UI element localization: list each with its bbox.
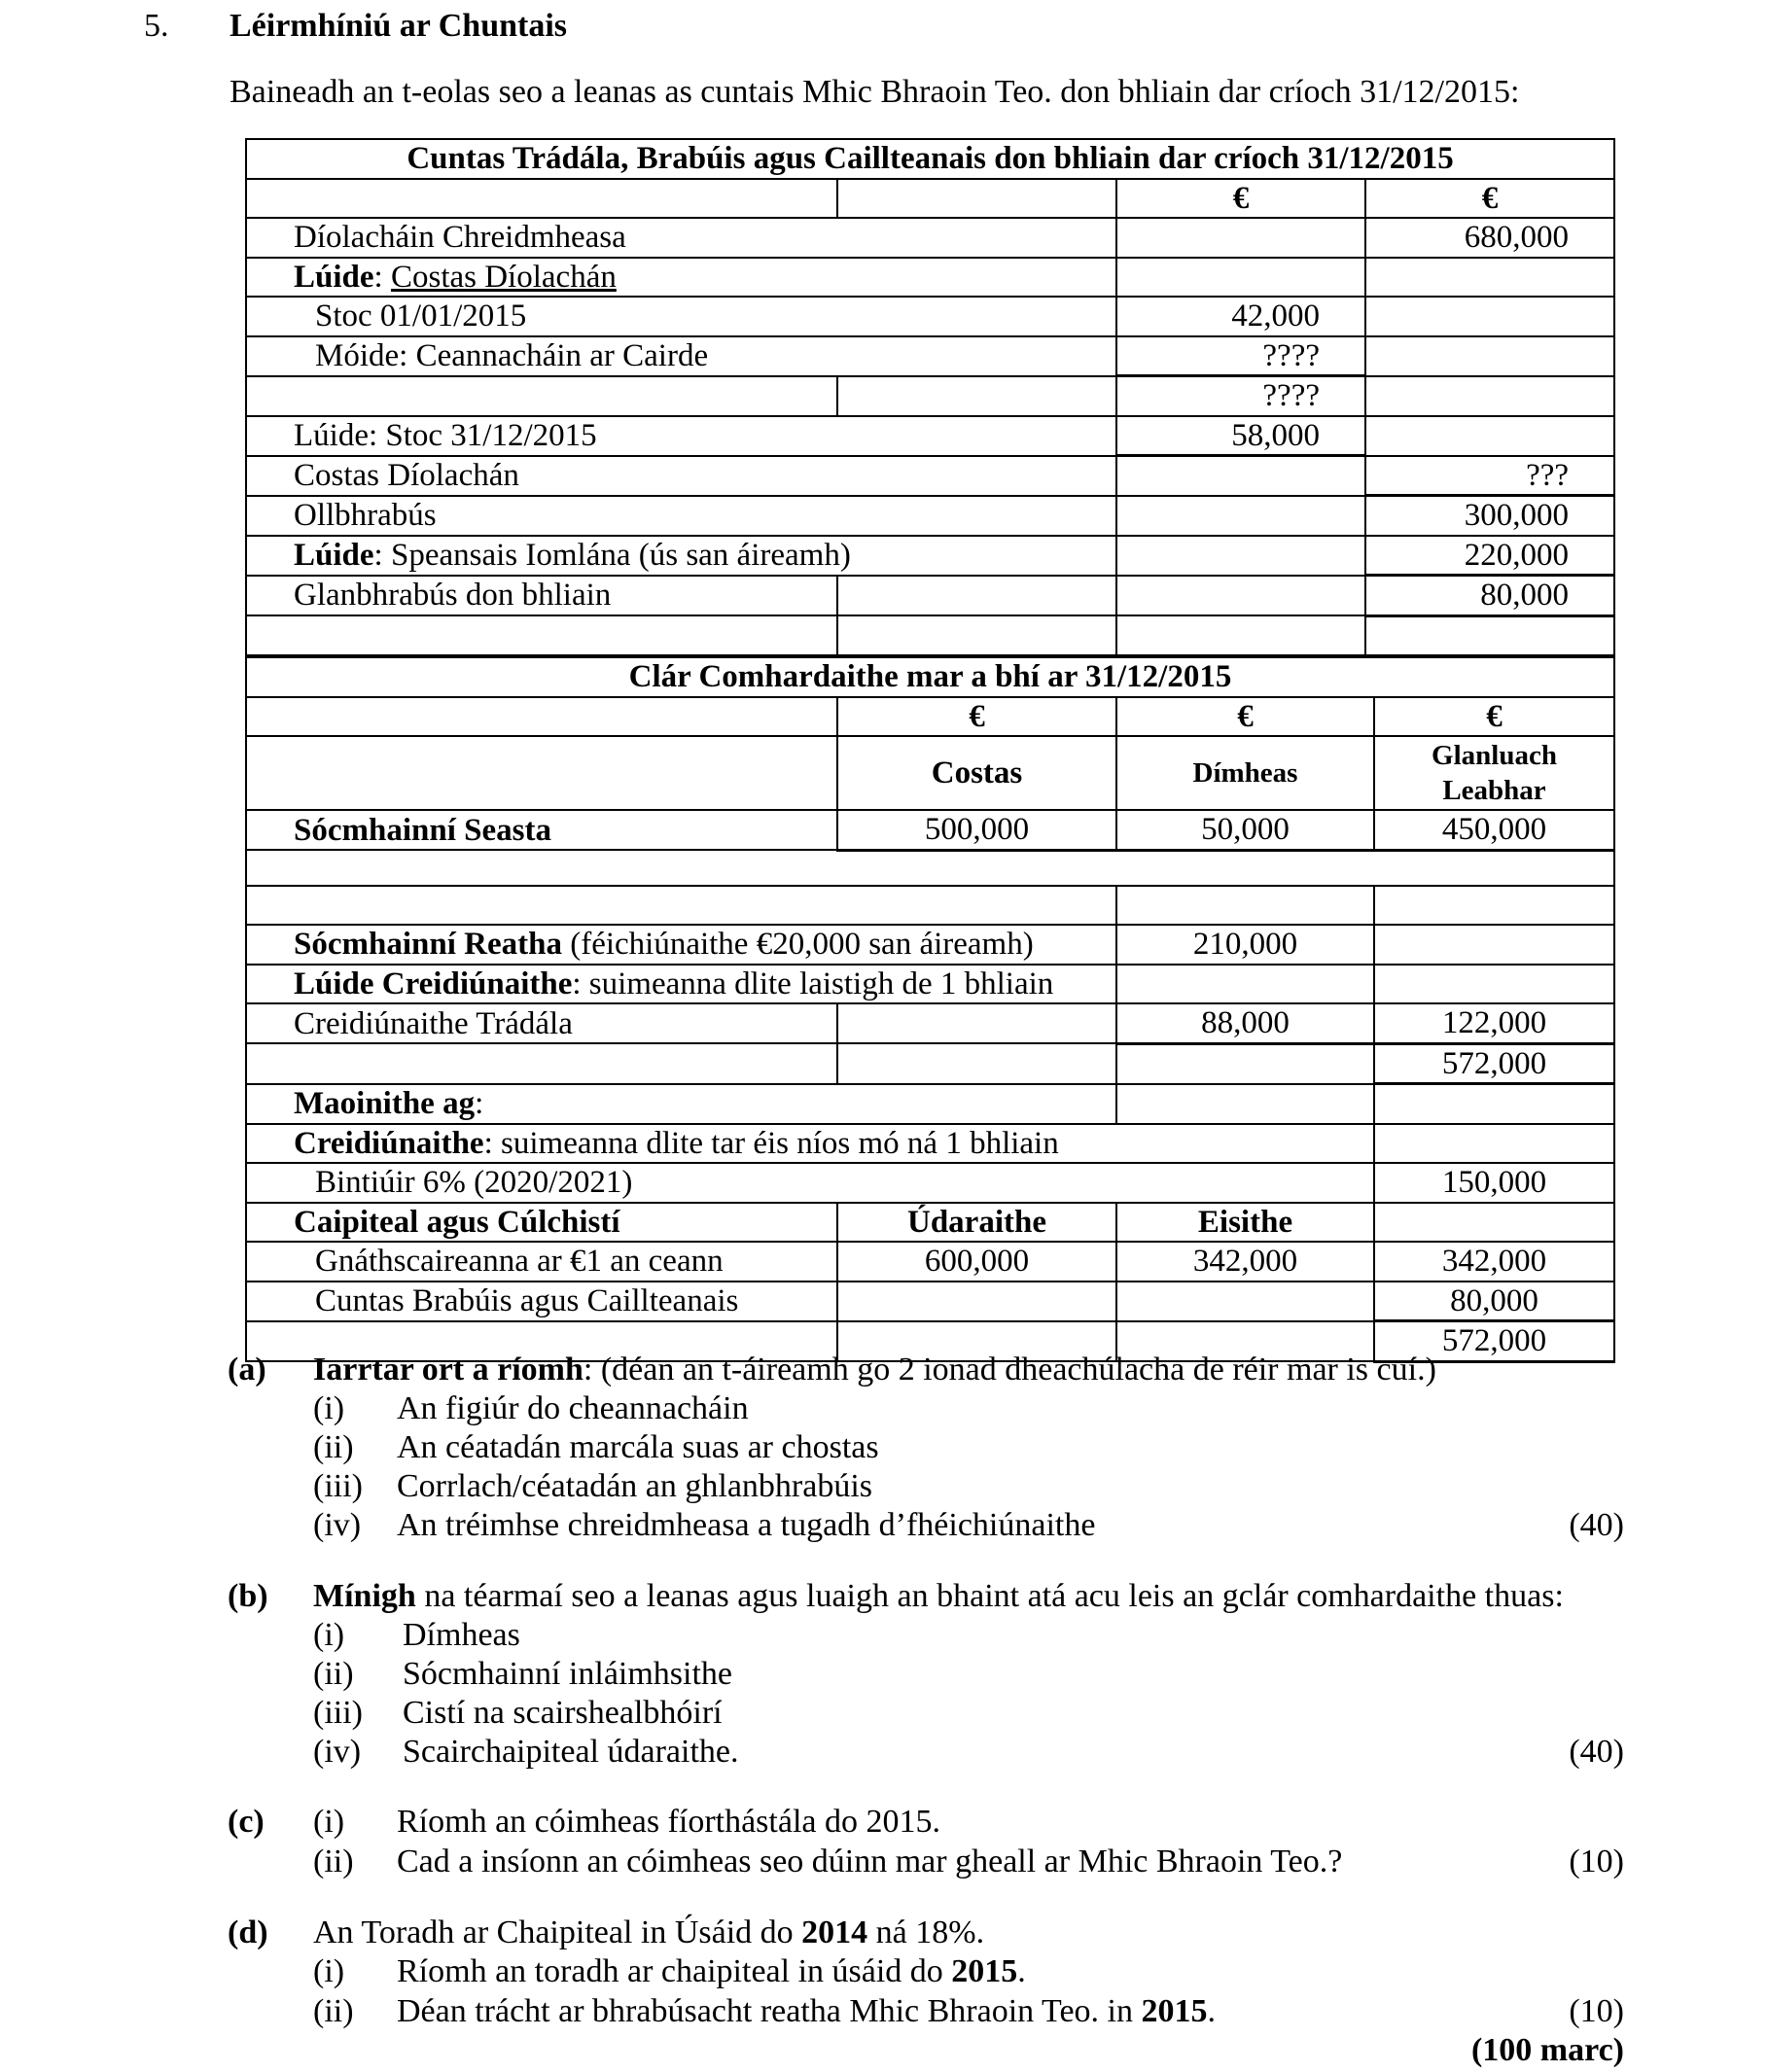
list-item: An tréimhse chreidmheasa a tugadh d’fhéichiúnaithe [397,1507,1096,1543]
list-item: Cistí na scairshealbhóirí [403,1695,723,1731]
part-c-marks: (10) [1569,1844,1624,1879]
table-row: Díolacháin Chreidmheasa 680,000 [246,218,1614,258]
trading-title: Cuntas Trádála, Brabúis agus Caillteanais don bhliain dar críoch 31/12/2015 [246,139,1614,179]
list-item: Ríomh an toradh ar chaipiteal in úsáid do 2015. [397,1953,1026,1989]
table-row: Lúide Creidiúnaithe: suimeanna dlite laistigh de 1 bhliain [246,965,1614,1004]
table-row: Ollbhrabús 300,000 [246,496,1614,536]
list-item: (ii) [313,1429,354,1465]
table-row: ???? [246,376,1614,416]
table-row: Bintiúir 6% (2020/2021) 150,000 [246,1163,1614,1203]
euro-symbol: € [1374,697,1614,737]
list-item: (iii) [313,1695,363,1731]
table-row: Gnáthscaireanna ar €1 an ceann 600,000 342,000 342,000 [246,1242,1614,1282]
table-row: Sócmhainní Seasta 500,000 50,000 450,000 [246,810,1614,850]
part-a-label: (a) [228,1352,266,1387]
list-item: Sócmhainní inláimhsithe [403,1656,733,1692]
list-item: (i) [313,1390,345,1426]
part-d-lead: An Toradh ar Chaipiteal in Úsáid do 2014 ná 18%. [313,1914,985,1950]
table-row: Stoc 01/01/2015 42,000 [246,297,1614,336]
part-a-marks: (40) [1569,1507,1624,1543]
col-nbv-2: Leabhar [1442,775,1546,806]
table-row: 572,000 [246,1321,1614,1362]
col-nbv-1: Glanluach [1432,740,1557,771]
table-row: Lúide: Stoc 31/12/2015 58,000 [246,416,1614,456]
table-row: Glanbhrabús don bhliain 80,000 [246,576,1614,616]
list-item: (i) [313,1953,345,1989]
euro-symbol: € [837,697,1116,737]
list-item: (i) [313,1804,345,1840]
table-row: Creidiúnaithe: suimeanna dlite tar éis níos mó ná 1 bhliain [246,1124,1614,1164]
list-item: Dímheas [403,1617,520,1653]
list-item: (iii) [313,1468,363,1504]
list-item: (ii) [313,1993,354,2029]
table-row: Lúide: Costas Díolachán [246,258,1614,298]
balance-sheet-table [245,656,1615,1363]
intro-text: Baineadh an t-eolas seo a leanas as cuntais Mhic Bhraoin Teo. don bhliain dar críoch 31/12/2015: [230,74,1520,110]
part-a-lead: Iarrtar ort a ríomh: (déan an t-áireamh go 2 ionad dheachúlacha de réir mar is cuí.) [313,1352,1436,1387]
list-item: Cad a insíonn an cóimheas seo dúinn mar gheall ar Mhic Bhraoin Teo.? [397,1844,1343,1879]
part-b-label: (b) [228,1578,268,1614]
table-row: Creidiúnaithe Trádála 88,000 122,000 [246,1003,1614,1043]
list-item: (iv) [313,1734,362,1770]
part-c-label: (c) [228,1804,265,1840]
question-number: 5. [144,8,169,44]
table-row: Maoinithe ag: [246,1084,1614,1124]
part-d-label: (d) [228,1914,268,1950]
part-d-marks: (10) [1569,1993,1624,2029]
list-item: (iv) [313,1507,362,1543]
table-row: Cuntas Brabúis agus Caillteanais 80,000 [246,1282,1614,1321]
total-marks: (100 marc) [1470,2032,1624,2068]
euro-symbol: € [1116,697,1374,737]
list-item: Scairchaipiteal údaraithe. [403,1734,739,1770]
trading-account-table [245,138,1615,656]
table-row: Lúide: Speansais Iomlána (ús san áireamh) 220,000 [246,536,1614,576]
list-item: An figiúr do cheannacháin [397,1390,749,1426]
col-dep: Dímheas [1116,736,1374,810]
part-b-marks: (40) [1569,1734,1624,1770]
list-item: Corrlach/céatadán an ghlanbhrabúis [397,1468,873,1504]
table-row: Caipiteal agus Cúlchistí Údaraithe Eisithe [246,1203,1614,1243]
part-b-lead: Mínigh na téarmaí seo a leanas agus luaigh an bhaint atá acu leis an gclár comhardaithe thuas: [313,1578,1564,1614]
euro-symbol: € [1116,179,1365,219]
list-item: (i) [313,1617,345,1653]
list-item: Déan trácht ar bhrabúsacht reatha Mhic Bhraoin Teo. in 2015. [397,1993,1216,2029]
table-row: Sócmhainní Reatha (féichiúnaithe €20,000 san áireamh) 210,000 [246,925,1614,965]
balance-title: Clár Comhardaithe mar a bhí ar 31/12/2015 [246,657,1614,697]
col-cost: Costas [837,736,1116,810]
list-item: Ríomh an cóimheas fíorthástála do 2015. [397,1804,940,1840]
table-row: Costas Díolachán ??? [246,456,1614,496]
table-row: 572,000 [246,1043,1614,1084]
table-row: Móide: Ceannacháin ar Cairde ???? [246,336,1614,376]
euro-symbol: € [1365,179,1614,219]
question-title: Léirmhíniú ar Chuntais [230,8,568,44]
list-item: An céatadán marcála suas ar chostas [397,1429,879,1465]
list-item: (ii) [313,1844,354,1879]
list-item: (ii) [313,1656,354,1692]
